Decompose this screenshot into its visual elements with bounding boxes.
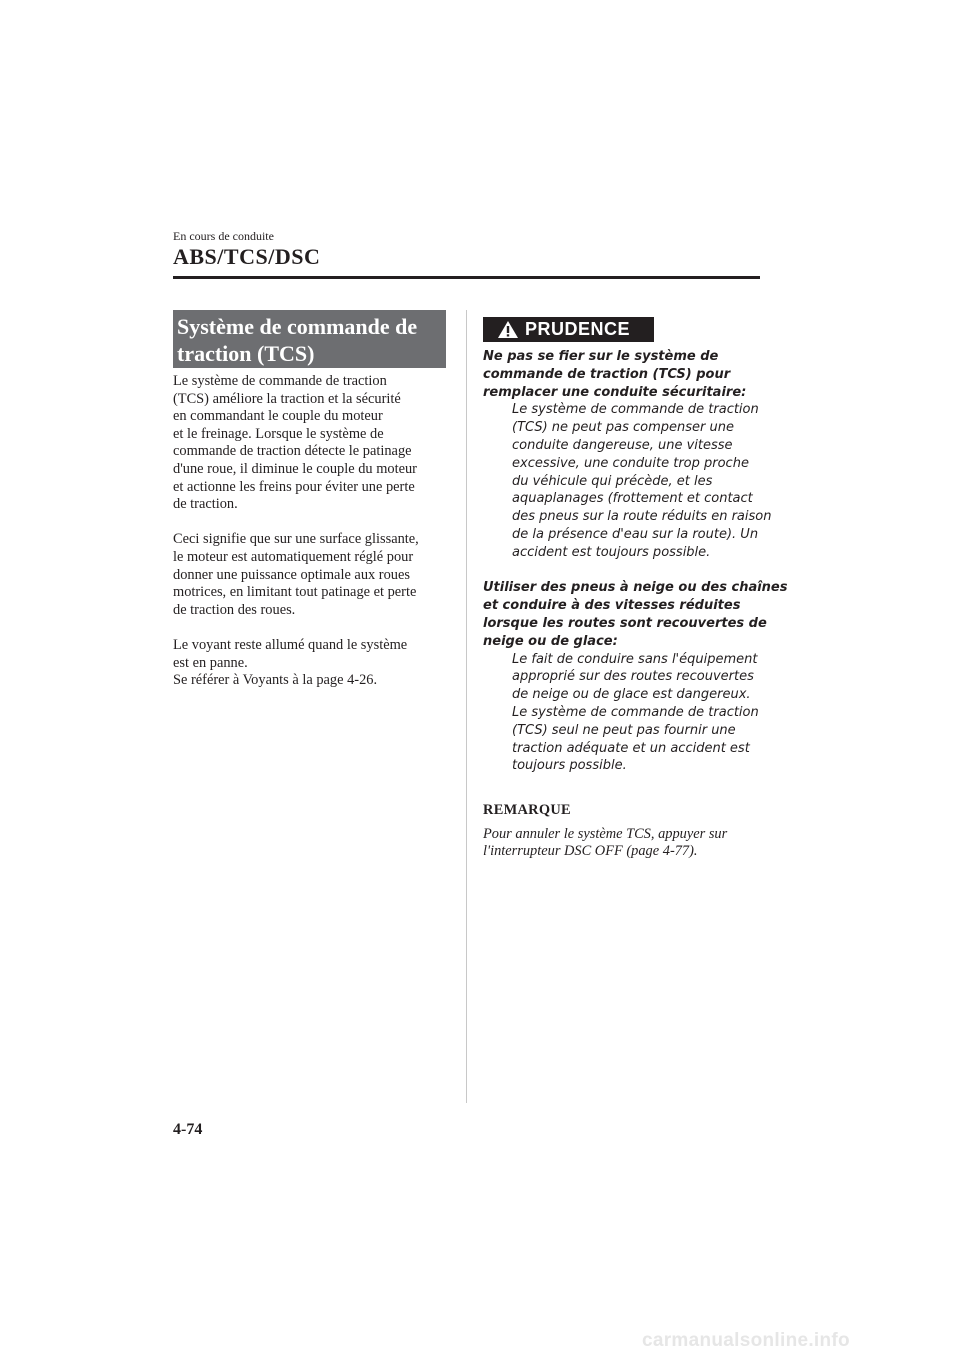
caution-warning-line: remplacer une conduite sécuritaire: [483, 384, 747, 400]
body-line: et le freinage. Lorsque le système de [173, 425, 384, 442]
header-rule [173, 276, 760, 279]
caution-detail-line: (TCS) ne peut pas compenser une [512, 420, 734, 436]
caution-warning-line: et conduire à des vitesses réduites [483, 598, 741, 614]
topic-title-line: Système de commande de [177, 314, 418, 339]
warning-triangle-icon [497, 320, 519, 339]
caution-warning [483, 348, 763, 401]
caution-detail-line: (TCS) seul ne peut pas fournir une [512, 722, 736, 738]
body-line: commande de traction détecte le patinage [173, 443, 412, 460]
note-label: REMARQUE [483, 802, 571, 818]
caution-detail-line: Le système de commande de traction [512, 704, 759, 720]
chapter-label: En cours de conduite [173, 229, 274, 243]
caution-warning-line: commande de traction (TCS) pour [483, 366, 731, 382]
body-line: de traction. [173, 496, 238, 513]
left-body [173, 373, 448, 707]
caution-warning-line: lorsque les routes sont recouvertes de [483, 615, 767, 631]
caution-detail-line: Le fait de conduire sans l'équipement [512, 651, 758, 667]
caution-detail-line: accident est toujours possible. [512, 544, 711, 560]
caution-label: PRUDENCE [525, 319, 631, 339]
caution-detail-line: toujours possible. [512, 758, 627, 774]
note-block [483, 802, 763, 861]
topic-title-box [173, 310, 446, 368]
caution-detail-line: de la présence d'eau sur la route). Un [512, 526, 759, 542]
caution-warning-line: neige ou de glace: [483, 633, 618, 649]
caution-detail-line: aquaplanages (frottement et contact [512, 491, 753, 507]
body-line: de traction des roues. [173, 601, 296, 618]
caution-warning [483, 579, 788, 650]
body-paragraph [173, 531, 448, 619]
body-line: Le voyant reste allumé quand le système [173, 636, 408, 653]
body-paragraph [173, 637, 448, 690]
caution-detail-line: traction adéquate et un accident est [512, 740, 750, 756]
body-paragraph [173, 373, 448, 514]
caution-content [483, 348, 788, 793]
body-line: d'une roue, il diminue le couple du moteur [173, 460, 417, 477]
column-divider [466, 310, 467, 1103]
watermark: carmanualsonline.info [642, 1330, 850, 1351]
caution-detail [483, 651, 763, 776]
caution-detail-line: conduite dangereuse, une vitesse [512, 437, 733, 453]
caution-detail-line: du véhicule qui précède, et les [512, 473, 713, 489]
body-line: en commandant le couple du moteur [173, 408, 383, 425]
page-number: 4-74 [173, 1121, 203, 1138]
note-line: l'interrupteur DSC OFF (page 4-77). [483, 843, 698, 860]
caution-warning-line: Utiliser des pneus à neige ou des chaînes [483, 580, 788, 596]
caution-badge [483, 317, 654, 342]
body-line: (TCS) améliore la traction et la sécurité [173, 390, 401, 407]
body-line: Ceci signifie que sur une surface glissante, [173, 531, 419, 548]
body-line: le moteur est automatiquement réglé pour [173, 548, 414, 565]
caution-detail-line: Le système de commande de traction [512, 402, 759, 418]
body-line: Le système de commande de traction [173, 373, 387, 389]
caution-detail-line: des pneus sur la route réduits en raison [512, 509, 772, 525]
body-line: donner une puissance optimale aux roues [173, 566, 410, 583]
note-line: Pour annuler le système TCS, appuyer sur [483, 825, 728, 842]
caution-detail-line: de neige ou de glace est dangereux. [512, 687, 751, 703]
body-line: est en panne. [173, 654, 248, 671]
caution-warning-line: Ne pas se fier sur le système de [483, 349, 719, 364]
body-line: et actionne les freins pour éviter une perte [173, 478, 415, 495]
caution-detail [483, 401, 772, 561]
body-line: Se référer à Voyants à la page 4-26. [173, 672, 378, 689]
section-title: ABS/TCS/DSC [173, 244, 321, 269]
topic-title-line: traction (TCS) [177, 341, 315, 366]
body-line: motrices, en limitant tout patinage et perte [173, 584, 417, 601]
caution-detail-line: excessive, une conduite trop proche [512, 455, 749, 471]
caution-detail-line: approprié sur des routes recouvertes [512, 669, 754, 685]
